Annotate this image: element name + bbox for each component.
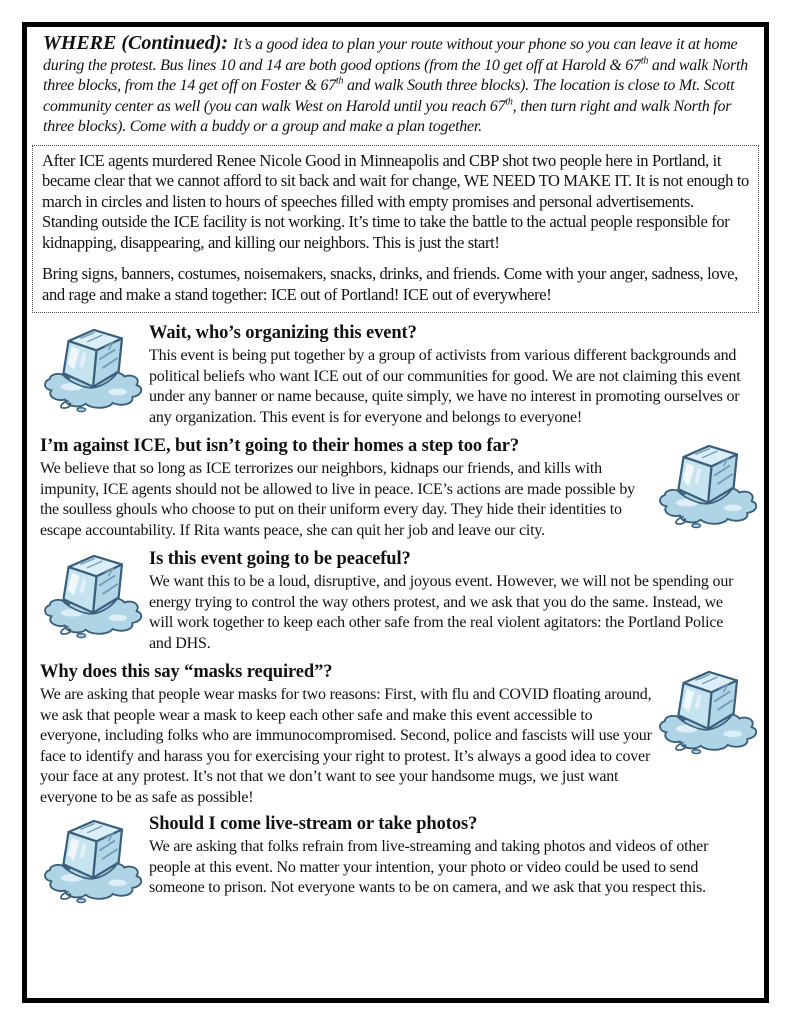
where-continued-paragraph bbox=[43, 33, 750, 138]
faq-question: Wait, who’s organizing this event? bbox=[149, 323, 417, 343]
flyer-border-frame bbox=[22, 22, 769, 1003]
faq-item-step-too-far bbox=[27, 435, 764, 541]
faq-item-organizing bbox=[27, 322, 764, 428]
faq-question: Why does this say “masks required”? bbox=[40, 662, 333, 682]
melting-ice-cube-icon bbox=[27, 322, 149, 419]
faq-question: Should I come live-stream or take photos? bbox=[149, 814, 478, 834]
call-to-action-box bbox=[32, 145, 759, 314]
faq-answer: We are asking that people wear masks for two reasons: First, with flu and COVID floating around, we ask that people wear a mask to keep each other safe and make this event accessible to everyone, including folks who are immunocompromised. Second, police and fascists will use your face to identify and harass you for exercising your right to protest. It’s always a good idea to cover your face at any protest. It’s not that we don’t want to see your handsome mugs, we just want everyone to be as safe as possible! bbox=[40, 686, 652, 806]
faq-answer: We believe that so long as ICE terrorizes our neighbors, kidnaps our friends, and kills with impunity, ICE agents should not be allowed to live in peace. ICE’s actions are made possible by the soulless ghouls who choose to put on their uniform every day. They hide their identities to escape accountability. If Rita wants peace, she can quit her job and leave our city. bbox=[40, 460, 635, 539]
ordinal-superscript: th bbox=[640, 55, 649, 67]
faq-item-peaceful bbox=[27, 548, 764, 654]
ordinal-superscript: th bbox=[505, 96, 513, 108]
faq-item-livestream-photos bbox=[27, 813, 764, 910]
faq-answer: We want this to be a loud, disruptive, and joyous event. However, we will not be spending our energy trying to control the way others protest, and we ask that you do the same. Instead, we will work together to keep each other safe from the real violent agitators: the Portland Police and DHS. bbox=[149, 573, 734, 652]
melting-ice-cube-icon bbox=[27, 548, 149, 645]
callout-paragraph: Bring signs, banners, costumes, noisemakers, snacks, drinks, and friends. Come with your anger, sadness, love, and rage and make a stand together: ICE out of Portland! ICE out of everywhere! bbox=[42, 264, 738, 304]
where-text-segment: It’s a good idea to plan your route without your phone so you can leave it at home during the protest. Bus lines 10 and 14 are both good options (from the 10 get off at Harold & 67 bbox=[43, 36, 738, 74]
where-text-segment: and walk North three blocks, from the 14 get off on Foster & 67 bbox=[43, 56, 748, 94]
callout-paragraph: After ICE agents murdered Renee Nicole Good in Minneapolis and CBP shot two people here in Portland, it became clear that we cannot afford to sit back and wait for change, WE NEED TO MAKE IT. It is not enough to march in circles and listen to hours of speeches filled with empty promises and personal advertisements. Standing outside the ICE facility is not working. It’s time to take the battle to the actual people responsible for kidnapping, disappearing, and killing our neighbors. This is just the start! bbox=[42, 150, 749, 252]
ordinal-superscript: th bbox=[336, 75, 344, 87]
faq-question: Is this event going to be peaceful? bbox=[149, 549, 411, 569]
where-continued-label: WHERE (Continued): bbox=[43, 32, 234, 54]
melting-ice-cube-icon bbox=[654, 435, 764, 535]
faq-answer: We are asking that folks refrain from live-streaming and taking photos and videos of other people at this event. No matter your intention, your photo or video could be used to send someone to prison. Not everyone wants to be on camera, and we ask that you respect this. bbox=[149, 838, 709, 896]
where-text-segment: and walk South three blocks). The location is close to Mt. Scott community center as well (you can walk West on Harold until you reach 67 bbox=[43, 77, 735, 115]
faq-question: I’m against ICE, but isn’t going to their homes a step too far? bbox=[40, 436, 519, 456]
melting-ice-cube-icon bbox=[654, 661, 764, 761]
faq-item-masks-required bbox=[27, 661, 764, 808]
where-text-segment: , then turn right and walk North for three blocks). Come with a buddy or a group and make a plan together. bbox=[43, 97, 732, 135]
faq-answer: This event is being put together by a group of activists from various different backgrounds and political beliefs who want ICE out of our communities for good. We are not claiming this event under any banner or name because, quite simply, we have no interest in promoting ourselves or any organization. This event is for everyone and belongs to everyone! bbox=[149, 347, 741, 426]
melting-ice-cube-icon bbox=[27, 813, 149, 910]
